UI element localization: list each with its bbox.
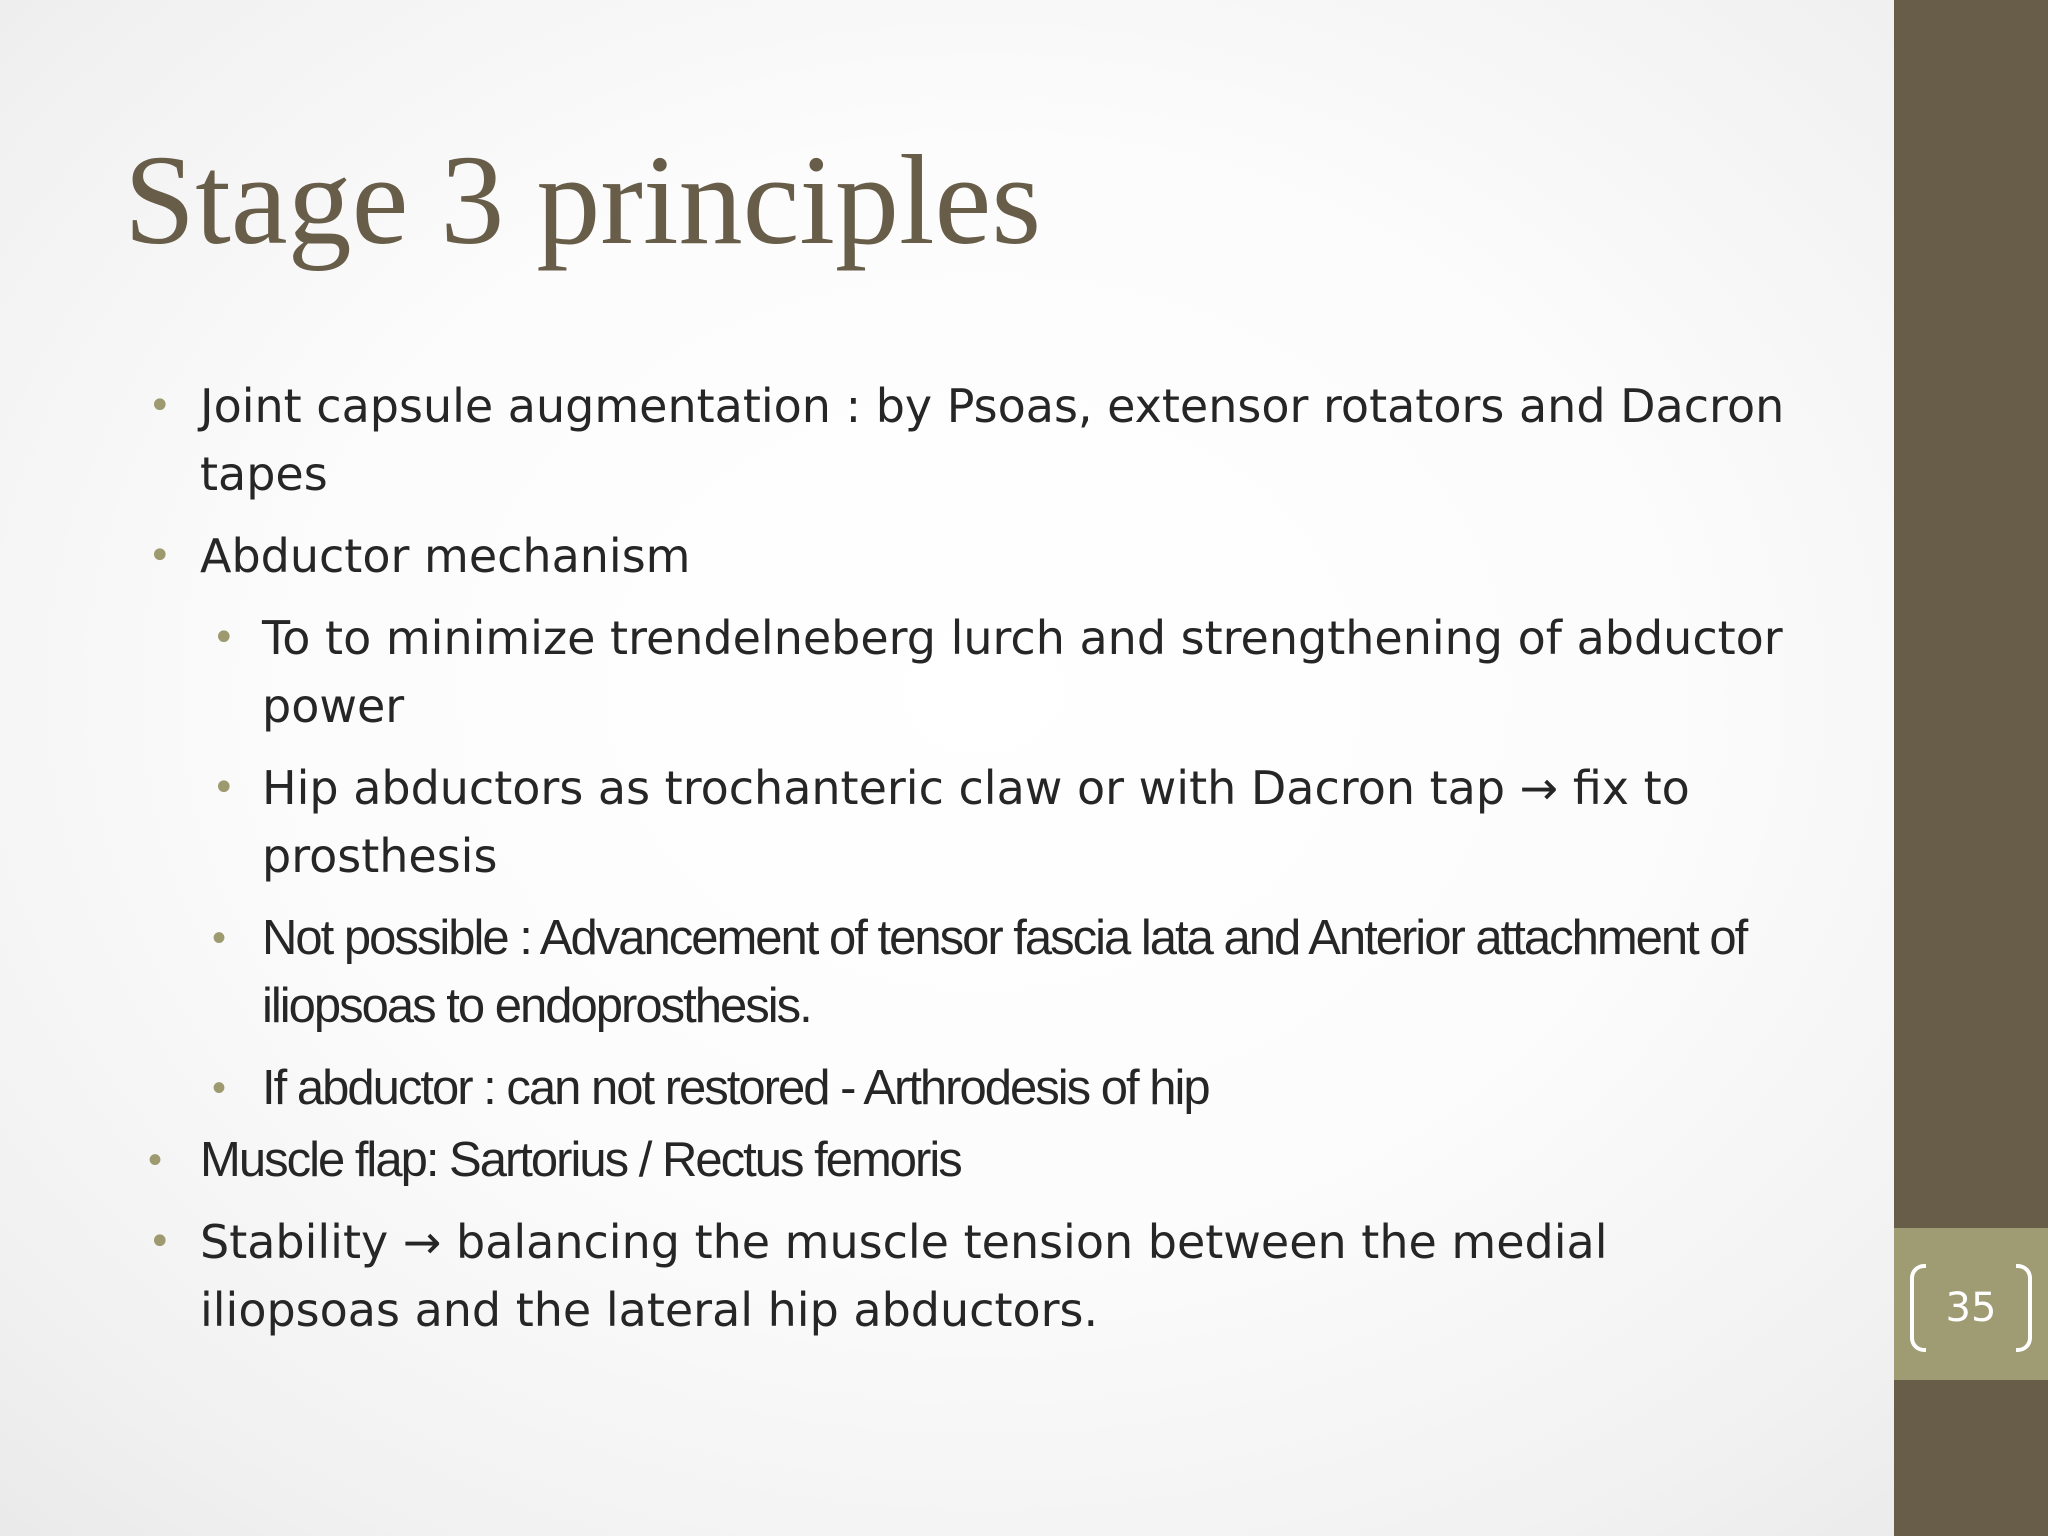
bullet-text: Muscle flap: Sartorius / Rectus femoris — [200, 1133, 961, 1187]
bullet-item — [148, 1208, 1808, 1344]
bullet-dot-icon: • — [212, 1066, 225, 1110]
bullet-list — [148, 372, 1808, 1344]
bullet-text: Joint capsule augmentation : by Psoas, extensor rotators and Dacron tapes — [200, 379, 1785, 501]
bullet-dot-icon: • — [212, 615, 236, 661]
bullet-dot-icon: • — [212, 916, 225, 960]
page-number-right-bracket — [2016, 1264, 2032, 1352]
bullet-text: Hip abductors as trochanteric claw or with Dacron tap → fix to prosthesis — [262, 761, 1690, 883]
sub-bullet-item — [148, 604, 1808, 740]
bullet-dot-icon: • — [148, 383, 172, 429]
bullet-item — [148, 522, 1808, 590]
sub-bullet-item — [148, 904, 1808, 1040]
page-number: 35 — [1945, 1285, 1997, 1331]
bullet-text: To to minimize trendelneberg lurch and strengthening of abductor power — [262, 611, 1783, 733]
sub-bullet-item — [148, 754, 1808, 890]
bullet-dot-icon: • — [148, 1138, 161, 1182]
bullet-text: Not possible : Advancement of tensor fascia lata and Anterior attachment of iliopsoas to endoprosthesis. — [262, 911, 1747, 1033]
bullet-dot-icon: • — [148, 533, 172, 579]
bullet-text: If abductor : can not restored - Arthrodesis of hip — [262, 1061, 1209, 1115]
page-number-left-bracket — [1910, 1264, 1926, 1352]
bullet-dot-icon: • — [148, 1219, 172, 1265]
bullet-item — [148, 1126, 1808, 1194]
bullet-dot-icon: • — [212, 765, 236, 811]
sub-bullet-item — [148, 1054, 1808, 1122]
bullet-text: Stability → balancing the muscle tension between the medial iliopsoas and the lateral hip abductors. — [200, 1215, 1608, 1337]
bullet-item — [148, 372, 1808, 508]
slide-title: Stage 3 principles — [124, 129, 1042, 271]
bullet-text: Abductor mechanism — [200, 529, 691, 583]
